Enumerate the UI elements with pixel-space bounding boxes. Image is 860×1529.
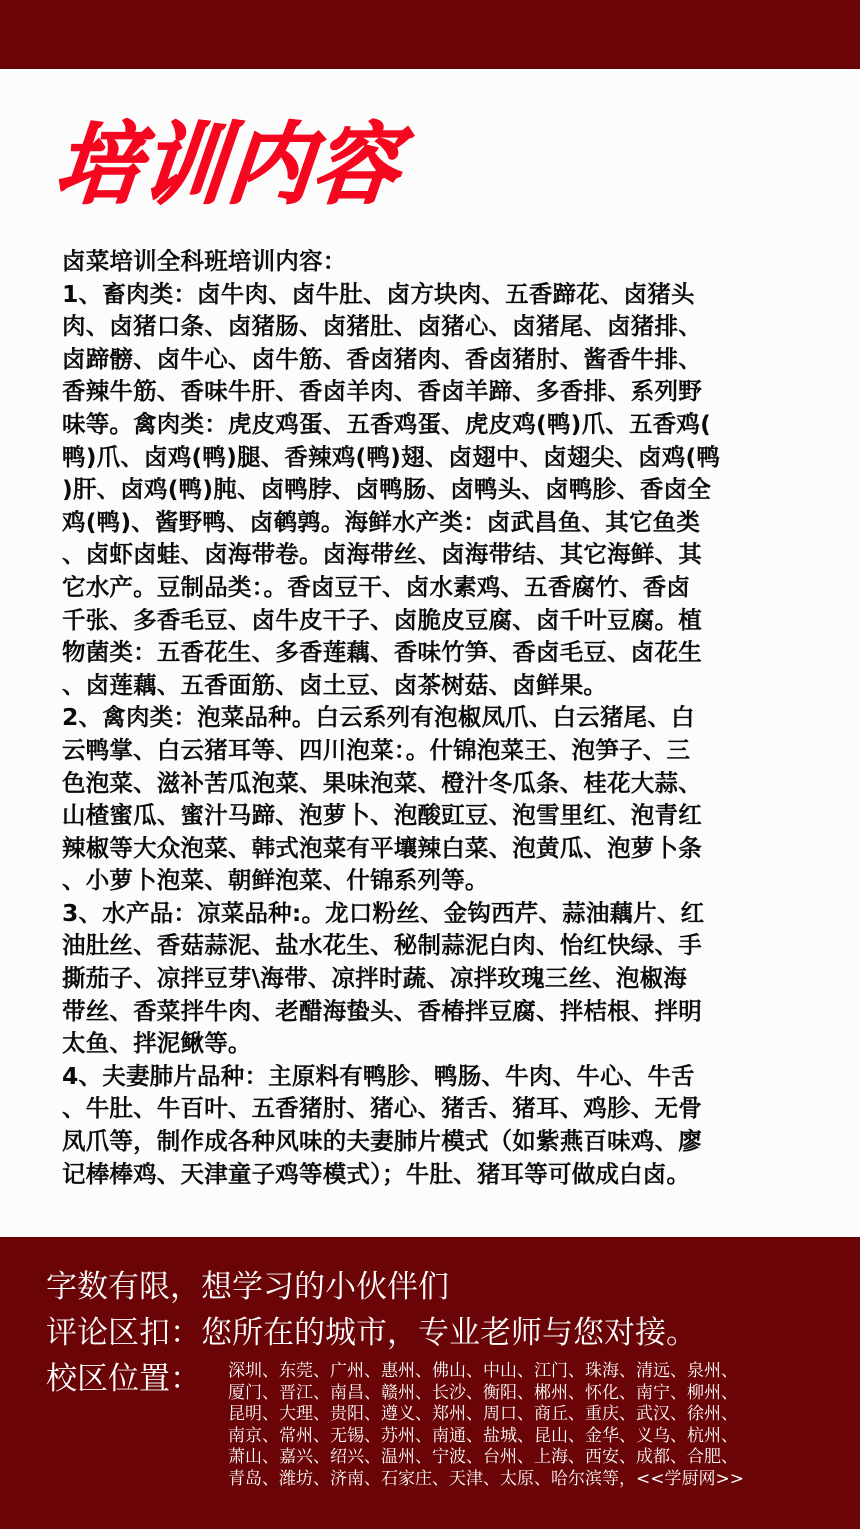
content-line: )肝、卤鸡(鸭)肫、卤鸭脖、卤鸭肠、卤鸭头、卤鸭胗、香卤全 (62, 475, 712, 504)
content-line: 记棒棒鸡、天津童子鸡等模式）；牛肚、猪耳等可做成白卤。 (62, 1159, 691, 1188)
content-line: 物菌类：五香花生、多香莲藕、香味竹笋、香卤毛豆、卤花生 (62, 638, 702, 667)
city-line: 萧山、嘉兴、绍兴、温州、宁波、台州、上海、西安、成都、合肥、 (228, 1447, 738, 1468)
footer-banner (0, 1237, 860, 1529)
content-line: 辣椒等大众泡菜、韩式泡菜有平壤辣白菜、泡黄瓜、泡萝卜条 (62, 833, 702, 862)
page-title: 培训内容 (51, 113, 406, 216)
content-line: 千张、多香毛豆、卤牛皮干子、卤脆皮豆腐、卤千叶豆腐。植 (62, 605, 702, 634)
content-line: 味等。禽肉类：虎皮鸡蛋、五香鸡蛋、虎皮鸡(鸭)爪、五香鸡( (62, 409, 712, 438)
content-line: 它水产。豆制品类：。香卤豆干、卤水素鸡、五香腐竹、香卤 (62, 572, 691, 601)
content-line: 云鸭掌、白云猪耳等、四川泡菜：。什锦泡菜王、泡笋子、三 (62, 735, 691, 764)
footer-message-1: 字数有限，想学习的小伙伴们 (46, 1269, 449, 1305)
training-content (62, 245, 802, 1190)
city-line: 昆明、大理、贵阳、遵义、郑州、周口、商丘、重庆、武汉、徐州、 (228, 1404, 738, 1425)
content-line: 卤蹄髈、卤牛心、卤牛筋、香卤猪肉、香卤猪肘、酱香牛排、 (62, 344, 702, 373)
content-line: 山楂蜜瓜、蜜汁马蹄、泡萝卜、泡酸豇豆、泡雪里红、泡青红 (62, 801, 702, 830)
city-line: 深圳、东莞、广州、惠州、佛山、中山、江门、珠海、清远、泉州、 (228, 1361, 738, 1381)
content-line: 、卤莲藕、五香面筋、卤土豆、卤茶树菇、卤鲜果。 (62, 670, 608, 699)
city-line: 青岛、潍坊、济南、石家庄、天津、太原、哈尔滨等，<<学厨网>> (228, 1468, 744, 1489)
content-line: 2、禽肉类：泡菜品种。白云系列有泡椒凤爪、白云猪尾、白 (62, 703, 695, 732)
content-line: 鸭)爪、卤鸡(鸭)腿、香辣鸡(鸭)翅、卤翅中、卤翅尖、卤鸡(鸭 (62, 442, 721, 471)
content-line: 、牛肚、牛百叶、五香猪肘、猪心、猪舌、猪耳、鸡胗、无骨 (62, 1094, 702, 1123)
content-line: 凤爪等，制作成各种风味的夫妻肺片模式（如紫燕百味鸡、廖 (62, 1127, 702, 1156)
content-line: 色泡菜、滋补苦瓜泡菜、果味泡菜、橙汁冬瓜条、桂花大蒜、 (62, 768, 702, 797)
city-line: 南京、常州、无锡、苏州、南通、盐城、昆山、金华、义乌、杭州、 (228, 1425, 738, 1446)
content-line: 油肚丝、香菇蒜泥、盐水花生、秘制蒜泥白肉、怡红快绿、手 (62, 931, 702, 960)
content-line: 太鱼、拌泥鳅等。 (62, 1029, 252, 1058)
content-line: 3、水产品：凉菜品种:。龙口粉丝、金钩西芹、蒜油藕片、红 (62, 898, 705, 927)
content-line: 肉、卤猪口条、卤猪肠、卤猪肚、卤猪心、卤猪尾、卤猪排、 (62, 312, 702, 341)
content-line: 1、畜肉类：卤牛肉、卤牛肚、卤方块肉、五香蹄花、卤猪头 (62, 279, 695, 308)
footer-message-2: 评论区扣：您所在的城市，专业老师与您对接。 (46, 1315, 697, 1351)
campus-location-label: 校区位置： (46, 1361, 201, 1397)
content-line: 卤菜培训全科班培训内容： (62, 247, 347, 275)
top-banner (0, 0, 860, 69)
content-line: 鸡(鸭)、酱野鸭、卤鹌鹑。海鲜水产类：卤武昌鱼、其它鱼类 (62, 507, 701, 536)
content-line: 、小萝卜泡菜、朝鲜泡菜、什锦系列等。 (62, 866, 489, 895)
content-line: 撕茄子、凉拌豆芽\海带、凉拌时蔬、凉拌玫瑰三丝、泡椒海 (62, 964, 687, 993)
content-line: 带丝、香菜拌牛肉、老醋海蛰头、香椿拌豆腐、拌桔根、拌明 (62, 996, 702, 1025)
content-line: 、卤虾卤蛙、卤海带卷。卤海带丝、卤海带结、其它海鲜、其 (62, 540, 702, 569)
campus-city-list (228, 1361, 828, 1491)
content-line: 香辣牛筋、香味牛肝、香卤羊肉、香卤羊蹄、多香排、系列野 (62, 377, 702, 406)
content-line: 4、夫妻肺片品种：主原料有鸭胗、鸭肠、牛肉、牛心、牛舌 (62, 1061, 695, 1090)
city-line: 厦门、晋江、南昌、赣州、长沙、衡阳、郴州、怀化、南宁、柳州、 (228, 1382, 738, 1403)
